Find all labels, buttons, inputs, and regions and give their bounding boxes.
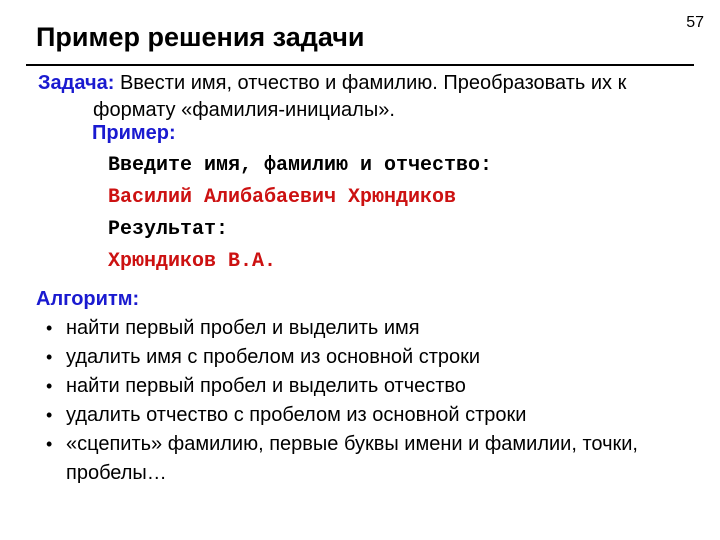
- task-block: [38, 70, 710, 124]
- algorithm-step: [46, 401, 696, 430]
- algorithm-step-text: найти первый пробел и выделить отчество: [66, 375, 466, 397]
- slide-title: Пример решения задачи: [36, 22, 365, 52]
- algorithm-step-text: найти первый пробел и выделить имя: [66, 317, 420, 339]
- example-prompt-line: Введите имя, фамилию и отчество:: [108, 154, 493, 177]
- example-label: Пример:: [92, 122, 176, 144]
- title-divider: [26, 64, 694, 66]
- algorithm-label: Алгоритм:: [36, 288, 140, 310]
- algorithm-step-text: удалить имя с пробелом из основной строки: [66, 346, 481, 368]
- bullet-icon: •: [46, 405, 53, 425]
- page-number: 57: [686, 14, 704, 31]
- algorithm-step: [46, 343, 696, 372]
- bullet-icon: •: [46, 347, 53, 367]
- task-text-line2: формату «фамилия-инициалы».: [93, 99, 395, 121]
- algorithm-step: [46, 314, 696, 343]
- algorithm-step: [46, 372, 696, 401]
- bullet-icon: •: [46, 376, 53, 396]
- example-input-line: Василий Алибабаевич Хрюндиков: [108, 186, 457, 209]
- bullet-icon: •: [46, 434, 53, 454]
- algorithm-step: [46, 430, 696, 488]
- task-label: Задача:: [38, 72, 115, 94]
- algorithm-steps-list: [46, 314, 696, 488]
- example-output-line: Хрюндиков В.А.: [108, 250, 277, 273]
- algorithm-step-text: удалить отчество с пробелом из основной строки: [66, 404, 527, 426]
- algorithm-step-text: «сцепить» фамилию, первые буквы имени и фамилии, точки, пробелы…: [66, 433, 638, 484]
- task-text-line1: Ввести имя, отчество и фамилию. Преобразовать их к: [119, 72, 627, 94]
- example-result-label: Результат:: [108, 218, 229, 241]
- bullet-icon: •: [46, 318, 53, 338]
